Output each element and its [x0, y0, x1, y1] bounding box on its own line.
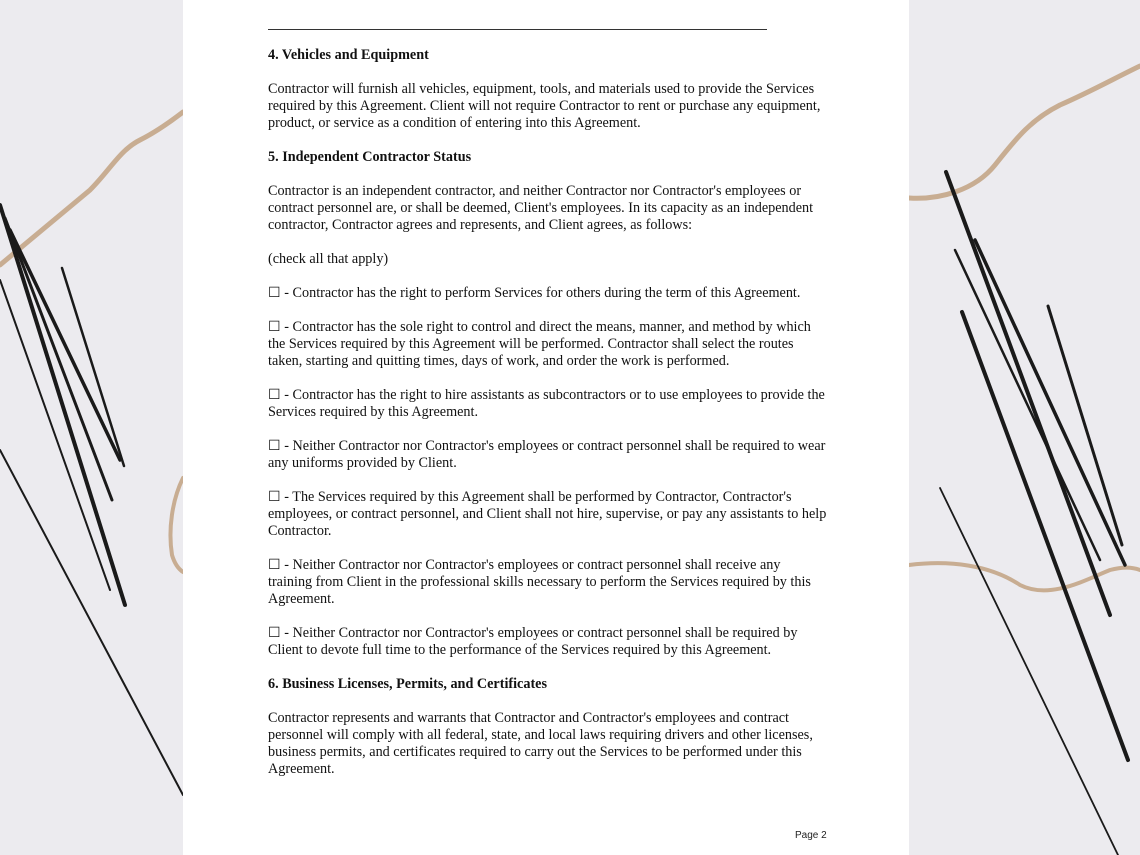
checkbox-icon[interactable]: ☐ — [268, 387, 281, 403]
checklist-item-text: - Contractor has the right to perform Services for others during the term of this Agreement. — [284, 285, 801, 301]
document-content — [268, 47, 828, 778]
checklist-item — [268, 319, 828, 370]
section-body-contractor-status: Contractor is an independent contractor, and neither Contractor nor Contractor's employees or contract personnel are, or shall be deemed, Client's employees. In its capacity as an independent contractor, Contractor agrees and represents, and Client agrees, as follows: — [268, 183, 814, 233]
section-heading-contractor-status: 5. Independent Contractor Status — [268, 149, 472, 165]
section-body-vehicles: Contractor will furnish all vehicles, equipment, tools, and materials used to provide the Services required by this Agreement. Client will not require Contractor to rent or purchase any equipment, product, or service as a condition of entering into this Agreement. — [268, 81, 821, 131]
checklist-item — [268, 625, 828, 659]
checklist-item — [268, 285, 828, 302]
checklist-item — [268, 387, 828, 421]
checkbox-icon[interactable]: ☐ — [268, 438, 281, 454]
section-body-licenses: Contractor represents and warrants that Contractor and Contractor's employees and contract personnel will comply with all federal, state, and local laws requiring drivers and other licenses, business permits, and certificates required to carry out the Services to be performed under this Agreement. — [268, 710, 813, 777]
checklist-item — [268, 489, 828, 540]
top-rule — [268, 29, 767, 30]
checklist-item — [268, 557, 828, 608]
checklist-item-text: - Neither Contractor nor Contractor's employees or contract personnel shall be required by Client to devote full time to the performance of the Services required by this Agreement. — [268, 625, 798, 658]
checklist-item-text: - Neither Contractor nor Contractor's employees or contract personnel shall receive any training from Client in the professional skills necessary to perform the Services required by this Agreement. — [268, 557, 811, 607]
checklist-item — [268, 438, 828, 472]
checklist-item-text: - Neither Contractor nor Contractor's employees or contract personnel shall be required to wear any uniforms provided by Client. — [268, 438, 826, 471]
tan-curve-right-lower — [909, 563, 1140, 590]
tan-curve-right — [909, 66, 1140, 198]
section-heading-licenses: 6. Business Licenses, Permits, and Certificates — [268, 676, 547, 692]
checkbox-icon[interactable]: ☐ — [268, 489, 281, 505]
checklist-item-text: - Contractor has the right to hire assistants as subcontractors or to use employees to provide the Services required by this Agreement. — [268, 387, 825, 420]
checkbox-icon[interactable]: ☐ — [268, 285, 281, 301]
tan-curve-left-lower — [170, 478, 183, 572]
tan-curve-left — [0, 112, 183, 265]
checklist-item-text: - The Services required by this Agreement shall be performed by Contractor, Contractor's employees, or contract personnel, and Client shall not hire, supervise, or pay any assistants to help Contractor. — [268, 489, 827, 539]
document-page — [183, 0, 909, 855]
checkbox-icon[interactable]: ☐ — [268, 319, 281, 335]
page-number: Page 2 — [795, 830, 827, 841]
section-heading-vehicles: 4. Vehicles and Equipment — [268, 47, 429, 63]
checkbox-icon[interactable]: ☐ — [268, 625, 281, 641]
check-all-note: (check all that apply) — [268, 251, 389, 267]
checkbox-icon[interactable]: ☐ — [268, 557, 281, 573]
checklist-item-text: - Contractor has the sole right to control and direct the means, manner, and method by which the Services required by this Agreement will be performed. Contractor shall select the routes taken, starting and quitting times, days of work, and order the work is performed. — [268, 319, 811, 369]
